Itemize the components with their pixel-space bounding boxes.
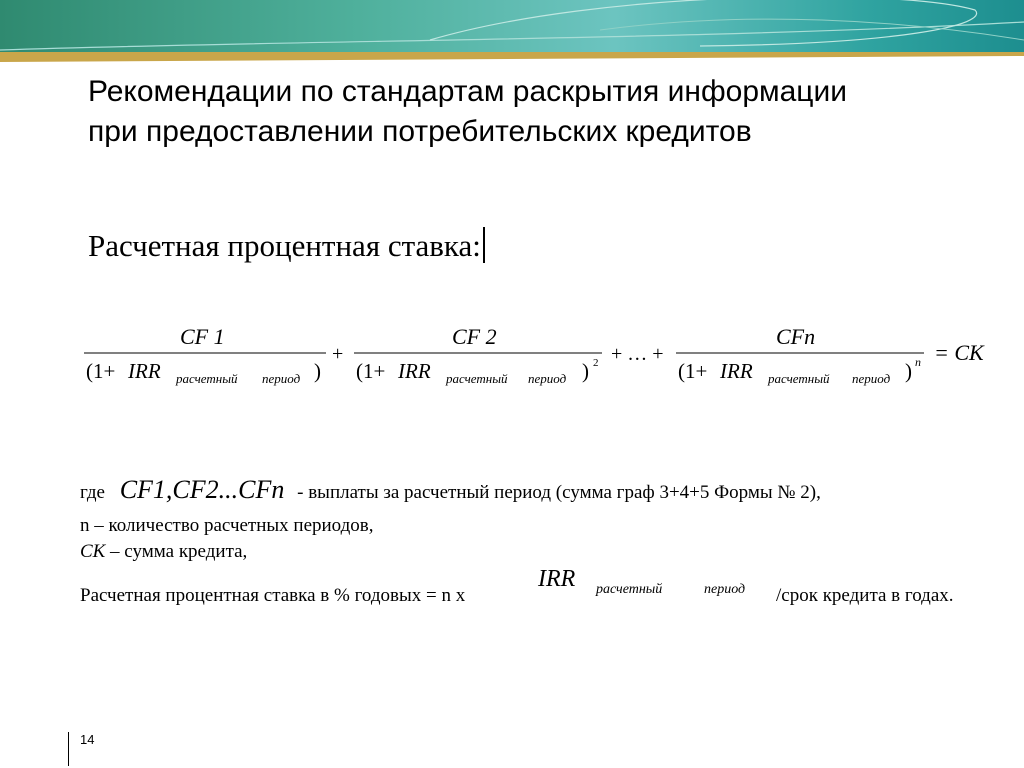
term1-sub-a: расчетный bbox=[176, 371, 238, 386]
header-banner bbox=[0, 0, 1024, 62]
term3-irr: IRR bbox=[720, 359, 753, 383]
term3-sub-a: расчетный bbox=[768, 371, 830, 386]
legend-ck-symbol: СК bbox=[80, 541, 106, 562]
legend-cf-list: CF1,CF2...CFn bbox=[119, 475, 285, 504]
term3-denominator-open: (1+ bbox=[678, 359, 708, 383]
term3-numerator: CFn bbox=[776, 324, 816, 349]
term2-power: 2 bbox=[593, 357, 599, 369]
term3-sub-b: период bbox=[852, 371, 891, 386]
term3-close: ) bbox=[905, 359, 912, 383]
formula-heading-text: Расчетная процентная ставка: bbox=[88, 228, 481, 263]
legend-cf-line bbox=[80, 475, 821, 505]
term1-denominator-open: (1+ bbox=[86, 359, 116, 383]
title-line-2: при предоставлении потребительских кредитов bbox=[88, 115, 752, 148]
legend-where: где bbox=[80, 482, 105, 503]
term2-close: ) bbox=[582, 359, 589, 383]
header-banner-graphic bbox=[0, 0, 1024, 62]
slide-title bbox=[88, 72, 988, 152]
irr-formula bbox=[0, 318, 1024, 398]
term2-denominator-open: (1+ bbox=[356, 359, 386, 383]
ellipsis-plus: + … + bbox=[611, 343, 664, 365]
term1-close: ) bbox=[314, 359, 321, 383]
term2-sub-b: период bbox=[528, 371, 567, 386]
legend-annual-sub-b: период bbox=[704, 582, 746, 597]
page-number: 14 bbox=[80, 732, 95, 747]
term2-irr: IRR bbox=[398, 359, 431, 383]
title-line-1: Рекомендации по стандартам раскрытия информации bbox=[88, 75, 848, 108]
formula-heading bbox=[88, 226, 485, 266]
term2-sub-a: расчетный bbox=[446, 371, 508, 386]
legend-n-line bbox=[80, 514, 374, 538]
term3-power: n bbox=[915, 355, 921, 369]
legend-annual-suffix-line bbox=[776, 584, 954, 608]
page-number-divider bbox=[68, 732, 69, 766]
irr-formula-graphic bbox=[0, 318, 1024, 398]
term1-sub-b: период bbox=[262, 371, 301, 386]
legend-annual-sub-a: расчетный bbox=[596, 582, 663, 597]
legend-ck-line bbox=[80, 540, 247, 564]
legend-annual-prefix: Расчетная процентная ставка в % годовых = n x bbox=[80, 585, 466, 606]
term1-irr: IRR bbox=[128, 359, 161, 383]
legend-annual-irr: IRR bbox=[538, 566, 576, 592]
legend-ck-desc: – сумма кредита, bbox=[105, 541, 248, 562]
plus-1: + bbox=[332, 343, 344, 365]
legend-annual-line bbox=[80, 584, 465, 608]
equals-ck: = CK bbox=[934, 340, 984, 365]
legend-cf-desc: - выплаты за расчетный период (сумма граф 3+4+5 Формы № 2), bbox=[297, 482, 821, 503]
term2-numerator: CF 2 bbox=[452, 324, 497, 349]
legend-annual-suffix: /срок кредита в годах. bbox=[776, 585, 954, 606]
legend-n-desc: n – количество расчетных периодов, bbox=[80, 515, 374, 536]
term1-numerator: CF 1 bbox=[180, 324, 225, 349]
text-cursor bbox=[483, 227, 485, 263]
